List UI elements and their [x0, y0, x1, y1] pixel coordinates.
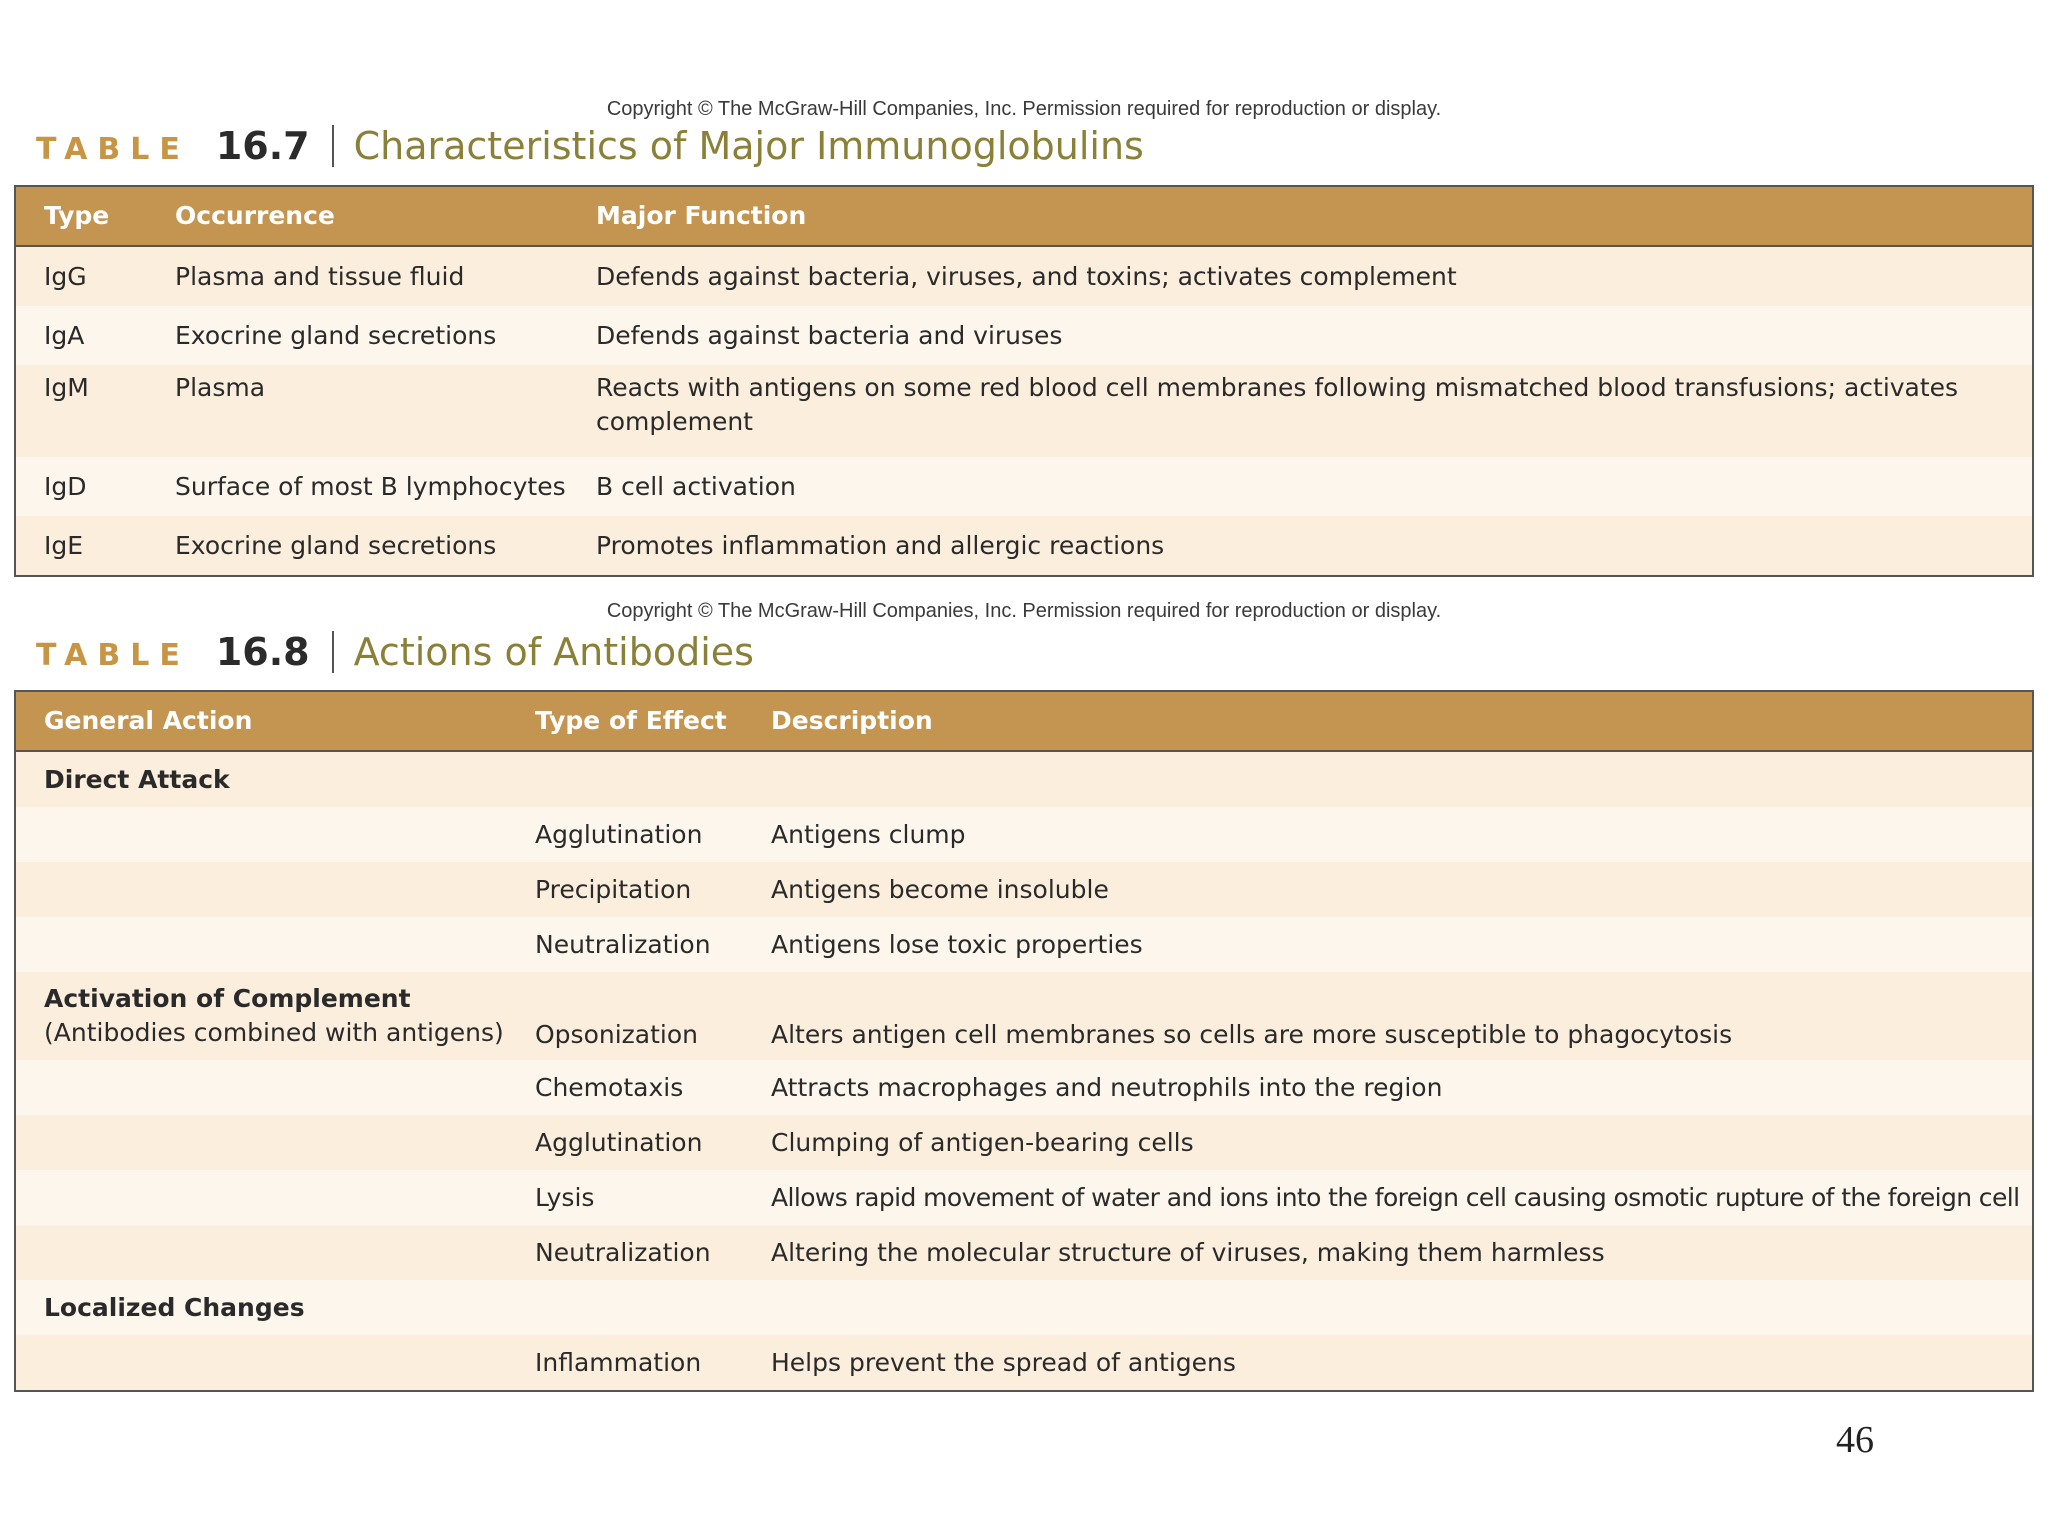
general-action-cell — [16, 1225, 507, 1280]
function-cell: Promotes inflammation and allergic reactions — [596, 530, 1165, 560]
table-row — [16, 247, 2032, 306]
effect-cell — [507, 1280, 743, 1335]
effect-cell — [507, 752, 743, 807]
type-cell: IgM — [44, 373, 89, 402]
occurrence-cell: Plasma and tissue fluid — [175, 261, 465, 291]
table-title: Characteristics of Major Immunoglobulins — [353, 124, 1144, 168]
copyright-notice: Copyright © The McGraw-Hill Companies, Inc. Permission required for reproduction or display. — [606, 98, 1442, 120]
description-cell — [743, 752, 2032, 807]
table-row — [16, 1115, 2032, 1170]
table-row — [16, 365, 2032, 457]
general-action-cell — [16, 1170, 507, 1225]
general-action-cell — [16, 972, 507, 1060]
effect-cell: Agglutination — [535, 1127, 703, 1157]
table-row — [16, 516, 2032, 575]
general-action-cell — [16, 1115, 507, 1170]
column-header: Major Function — [596, 201, 807, 230]
table-header-row — [16, 187, 2032, 247]
column-header: Type — [44, 201, 110, 230]
column-header: General Action — [44, 706, 253, 735]
function-cell: Reacts with antigens on some red blood cell membranes following mismatched blood transfusions; activates complement — [596, 373, 1959, 436]
table-number: 16.7 — [215, 124, 310, 168]
table-row — [16, 917, 2032, 972]
table-label: TABLE — [36, 638, 190, 673]
type-cell: IgE — [44, 530, 84, 560]
effect-cell: Lysis — [535, 1182, 595, 1212]
description-cell: Helps prevent the spread of antigens — [771, 1347, 1236, 1377]
table-caption — [36, 124, 1144, 168]
general-action-cell — [16, 862, 507, 917]
table-title: Actions of Antibodies — [353, 630, 754, 674]
table-row — [16, 457, 2032, 516]
table-row — [16, 807, 2032, 862]
table-row — [16, 1280, 2032, 1335]
general-action-cell — [16, 1335, 507, 1390]
table-row — [16, 1335, 2032, 1390]
page-number: 46 — [1836, 1419, 1874, 1461]
effect-cell: Neutralization — [535, 1237, 711, 1267]
effect-cell: Chemotaxis — [535, 1072, 684, 1102]
description-cell: Antigens lose toxic properties — [771, 929, 1143, 959]
general-action-title: Activation of Complement — [44, 984, 411, 1013]
effect-cell: Opsonization — [535, 1020, 698, 1049]
type-cell: IgA — [44, 320, 85, 350]
column-header: Description — [771, 706, 933, 735]
function-cell: B cell activation — [596, 471, 796, 501]
description-cell: Attracts macrophages and neutrophils into the region — [771, 1072, 1443, 1102]
table-row — [16, 752, 2032, 807]
description-cell — [743, 1280, 2032, 1335]
effect-cell: Precipitation — [535, 874, 692, 904]
description-cell: Clumping of antigen-bearing cells — [771, 1127, 1194, 1157]
table-row — [16, 862, 2032, 917]
effect-cell: Neutralization — [535, 929, 711, 959]
occurrence-cell: Exocrine gland secretions — [175, 530, 497, 560]
copyright-notice: Copyright © The McGraw-Hill Companies, Inc. Permission required for reproduction or display. — [606, 600, 1442, 622]
description-cell: Allows rapid movement of water and ions into the foreign cell causing osmotic rupture of the foreign cell — [771, 1182, 2020, 1212]
table-label: TABLE — [36, 132, 190, 167]
antibody-actions-table — [14, 690, 2034, 1392]
function-cell: Defends against bacteria and viruses — [596, 320, 1063, 350]
description-cell: Altering the molecular structure of viruses, making them harmless — [771, 1237, 1605, 1267]
immunoglobulin-table — [14, 185, 2034, 577]
caption-divider — [332, 631, 334, 673]
caption-divider — [332, 125, 334, 167]
occurrence-cell: Exocrine gland secretions — [175, 320, 497, 350]
general-action-subtitle: (Antibodies combined with antigens) — [44, 1018, 504, 1047]
general-action-cell — [16, 807, 507, 862]
general-action-cell — [16, 1060, 507, 1115]
function-cell: Defends against bacteria, viruses, and toxins; activates complement — [596, 261, 1457, 291]
table-number: 16.8 — [215, 630, 310, 674]
general-action-cell — [16, 917, 507, 972]
description-cell: Alters antigen cell membranes so cells are more susceptible to phagocytosis — [771, 1020, 1733, 1049]
general-action-cell: Localized Changes — [44, 1292, 305, 1322]
table-header-row — [16, 692, 2032, 752]
table-row — [16, 1060, 2032, 1115]
type-cell: IgD — [44, 471, 87, 501]
occurrence-cell: Plasma — [175, 373, 266, 402]
description-cell: Antigens clump — [771, 819, 966, 849]
occurrence-cell: Surface of most B lymphocytes — [175, 471, 566, 501]
type-cell: IgG — [44, 261, 87, 291]
column-header: Type of Effect — [535, 706, 727, 735]
general-action-cell: Direct Attack — [44, 764, 230, 794]
table-row — [16, 306, 2032, 365]
table-row — [16, 1170, 2032, 1225]
effect-cell: Agglutination — [535, 819, 703, 849]
description-cell: Antigens become insoluble — [771, 874, 1109, 904]
table-caption — [36, 630, 754, 674]
effect-cell: Inflammation — [535, 1347, 702, 1377]
table-row — [16, 1225, 2032, 1280]
table-row — [16, 972, 2032, 1060]
column-header: Occurrence — [175, 201, 335, 230]
